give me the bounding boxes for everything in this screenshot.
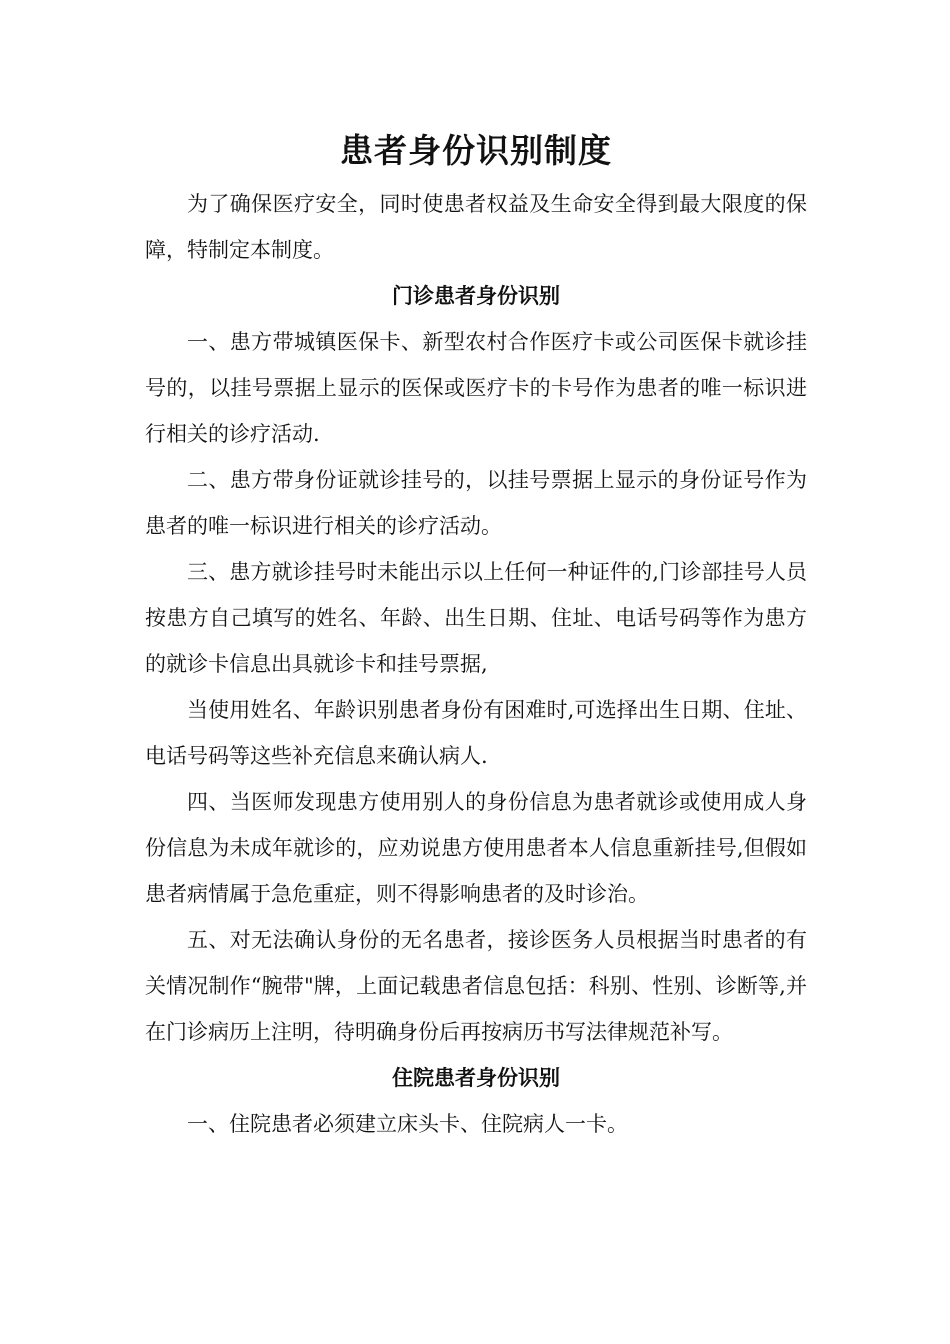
intro-paragraph: 为了确保医疗安全，同时使患者权益及生命安全得到最大限度的保障，特制定本制度。 xyxy=(145,192,807,262)
outpatient-paragraph-4: 当使用姓名、年龄识别患者身份有困难时,可选择出生日期、住址、电话号码等这些补充信息来确认病人. xyxy=(145,698,807,768)
section-outpatient xyxy=(145,273,807,1055)
outpatient-paragraph-2: 二、患方带身份证就诊挂号的，以挂号票据上显示的身份证号作为患者的唯一标识进行相关的诊疗活动。 xyxy=(145,468,807,538)
inpatient-paragraph-1: 一、住院患者必须建立床头卡、住院病人一卡。 xyxy=(187,1112,628,1136)
outpatient-paragraph-5: 四、当医师发现患方使用别人的身份信息为患者就诊或使用成人身份信息为未成年就诊的，应劝说患方使用患者本人信息重新挂号,但假如患者病情属于急危重症，则不得影响患者的及时诊治。 xyxy=(145,790,807,906)
outpatient-paragraph-1: 一、患方带城镇医保卡、新型农村合作医疗卡或公司医保卡就诊挂号的，以挂号票据上显示的医保或医疗卡的卡号作为患者的唯一标识进行相关的诊疗活动. xyxy=(145,330,807,446)
outpatient-paragraph-6: 五、对无法确认身份的无名患者，接诊医务人员根据当时患者的有关情况制作“腕带"牌，上面记载患者信息包括：科别、性别、诊断等,并在门诊病历上注明，待明确身份后再按病历书写法律规范补写。 xyxy=(145,928,807,1044)
section-inpatient xyxy=(145,1055,807,1147)
outpatient-paragraph-3: 三、患方就诊挂号时未能出示以上任何一种证件的,门诊部挂号人员按患方自己填写的姓名、年龄、出生日期、住址、电话号码等作为患方的就诊卡信息出具就诊卡和挂号票据, xyxy=(145,560,807,676)
document-title: 患者身份识别制度 xyxy=(340,131,612,170)
document-page xyxy=(145,128,807,1147)
section-heading-outpatient: 门诊患者身份识别 xyxy=(392,283,560,308)
section-heading-inpatient: 住院患者身份识别 xyxy=(392,1065,560,1090)
